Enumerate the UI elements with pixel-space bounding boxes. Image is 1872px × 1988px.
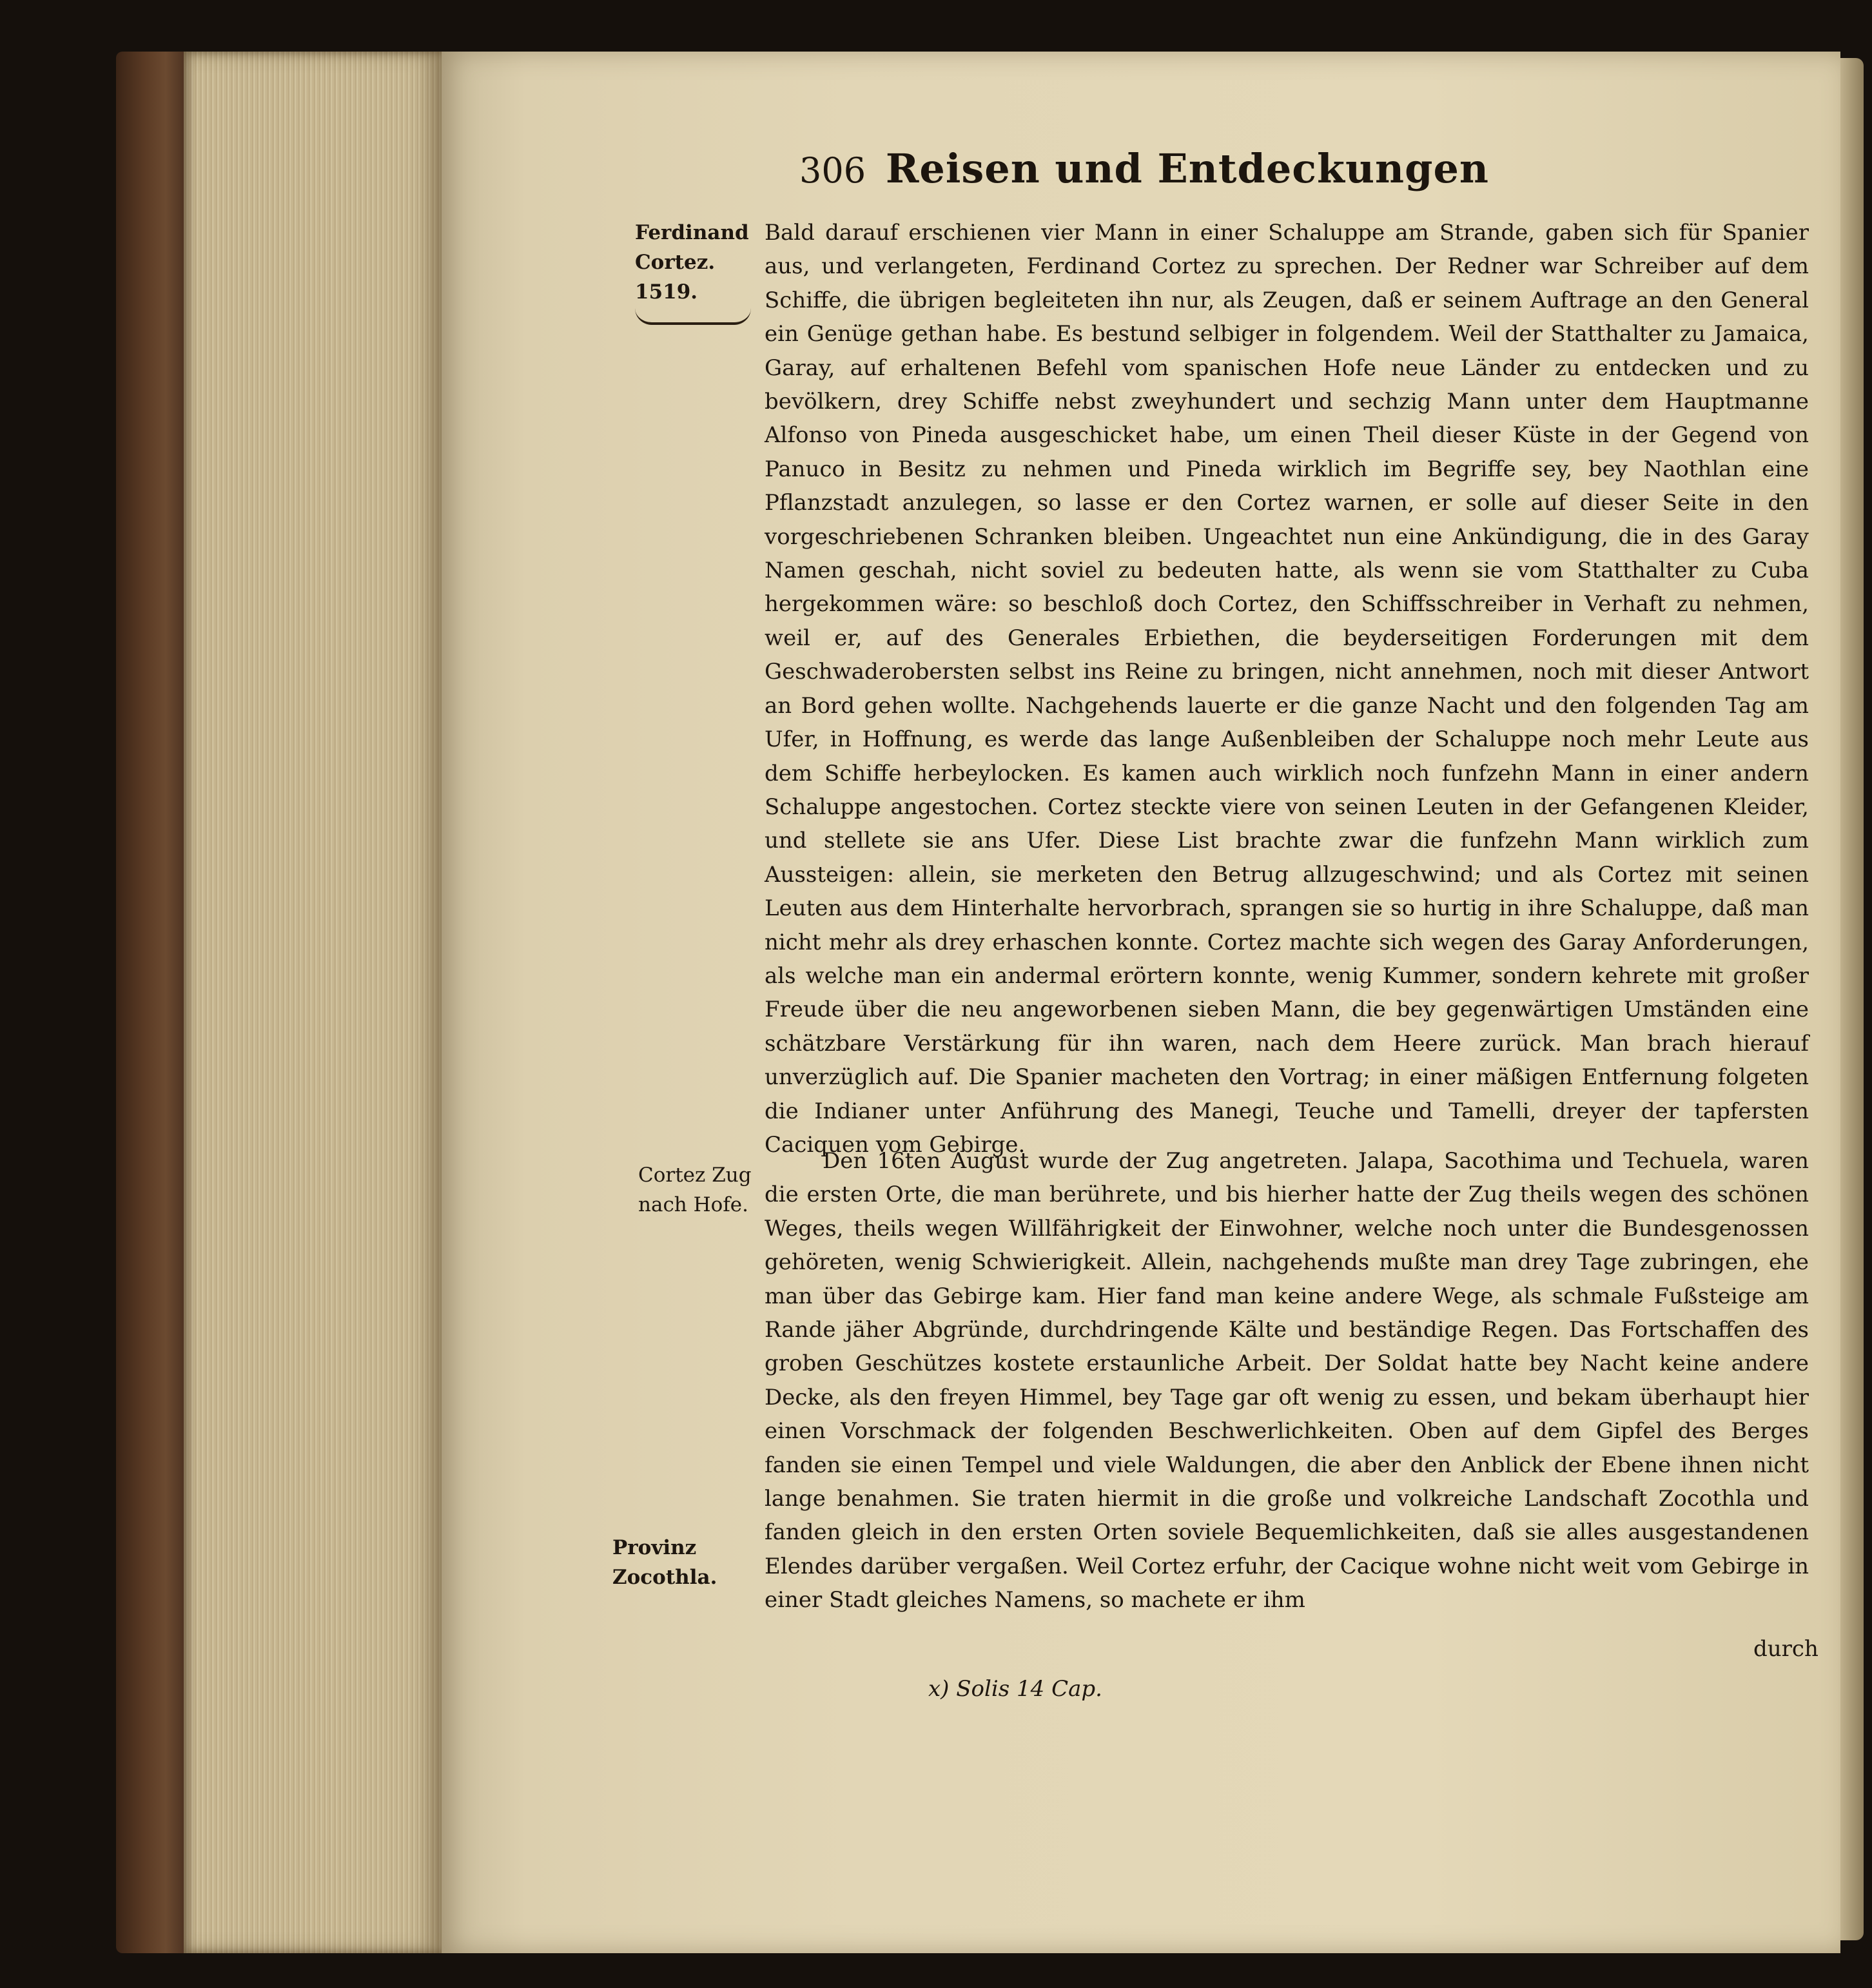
- paragraph: Den 16ten August wurde der Zug angetreten. Jalapa, Sacothima und Techuela, waren die ersten Orte, die man berührete, und bis hierher hatte der Zug theils wegen des schönen Weges, theils wegen Willfährigkeit der Einwohner, welche noch unter die Bundesgenossen gehöreten, wenig Schwierigkeit. Allein, nachgehends mußte man drey Tage zubringen, ehe man über das Gebirge kam. Hier fand man keine andere Wege, als schmale Fußsteige am Rande jäher Abgründe, durchdringende Kälte und beständige Regen. Das Fortschaffen des groben Geschützes kostete erstaunliche Arbeit. Der Soldat hatte bey Nacht keine andere Decke, als den freyen Himmel, bey Tage gar oft wenig zu essen, und bekam überhaupt hier einen Vorschmack der folgenden Beschwerlichkeiten. Oben auf dem Gipfel des Berges fanden sie einen Tempel und viele Waldungen, die aber den Anblick der Ebene ihnen nicht lange benahmen. Sie traten hiermit in die große und volkreiche Landschaft Zocothla und fanden gleich in den ersten Orten soviele Bequemlichkeiten, daß sie alles ausgestandenen Elendes darüber vergaßen. Weil Cortez erfuhr, der Cacique wohne nicht weit vom Gebirge in einer Stadt gleiches Namens, so machete er ihm: [765, 1148, 1809, 1613]
- margin-note-provinz-zocothla: Provinz Zocothla.: [612, 1536, 717, 1589]
- page-header: [799, 145, 1489, 197]
- margin-brace: [635, 308, 751, 325]
- running-title: Reisen und Entdeckungen: [885, 145, 1489, 192]
- footnote: x) Solis 14 Cap.: [928, 1676, 1102, 1702]
- margin-note-text: Ferdinand Cortez. 1519.: [635, 221, 749, 304]
- margin-note-cortez-zug: Cortez Zug nach Hofe.: [638, 1164, 752, 1216]
- main-text: [765, 216, 1809, 1615]
- catchword: durch: [1753, 1636, 1818, 1662]
- page-number: 306: [799, 150, 866, 191]
- leather-binding: [116, 52, 187, 1953]
- margin-note-ferdinand-cortez: [635, 218, 764, 325]
- page-edges: [184, 52, 442, 1953]
- paragraph: Bald darauf erschienen vier Mann in einer Schaluppe am Strande, gaben sich für Spanier aus, und verlangeten, Ferdinand Cortez zu sprechen. Der Redner war Schreiber auf dem Schiffe, die übrigen begleiteten ihn nur, als Zeugen, daß er seinem Auftrage an den General ein Genüge gethan habe. Es bestund selbiger in folgendem. Weil der Statthalter zu Jamaica, Garay, auf erhaltenen Befehl vom spanischen Hofe neue Länder zu entdecken und zu bevölkern, drey Schiffe nebst zweyhundert und sechzig Mann unter dem Hauptmanne Alfonso von Pineda ausgeschicket habe, um einen Theil dieser Küste in der Gegend von Panuco in Besitz zu nehmen und Pineda wirklich im Begriffe sey, bey Naothlan eine Pflanzstadt anzulegen, so lasse er den Cortez warnen, er solle auf dieser Seite in den vorgeschriebenen Schranken bleiben. Ungeachtet nun eine Ankündigung, die in des Garay Namen geschah, nicht soviel zu bedeuten hatte, als wenn sie vom Statthalter zu Cuba hergekommen wäre: so beschloß doch Cortez, den Schiffsschreiber in Verhaft zu nehmen, weil er, auf des Generales Erbiethen, die beyderseitigen Forderungen mit dem Geschwaderobersten selbst ins Reine zu bringen, nicht annehmen, noch mit dieser Antwort an Bord gehen wollte. Nachgehends lauerte er die ganze Nacht und den folgenden Tag am Ufer, in Hoffnung, es werde das lange Außenbleiben der Schaluppe noch mehr Leute aus dem Schiffe herbeylocken. Es kamen auch wirklich noch funfzehn Mann in einer andern Schaluppe angestochen. Cortez steckte viere von seinen Leuten in der Gefangenen Kleider, und stellete sie ans Ufer. Diese List brachte zwar die funfzehn Mann wirklich zum Aussteigen: allein, sie merketen den Betrug allzugeschwind; und als Cortez mit seinen Leuten aus dem Hinterhalte hervorbrach, sprangen sie so hurtig in ihre Schaluppe, daß man nicht mehr als drey erhaschen konnte. Cortez machte sich wegen des Garay Anforderungen, als welche man ein andermal erörtern konnte, wenig Kummer, sondern kehrete mit großer Freude über die neu angeworbenen sieben Mann, die bey gegenwärtigen Umständen eine schätzbare Verstärkung für ihn waren, nach dem Heere zurück. Man brach hierauf unverzüglich auf. Die Spanier macheten den Vortrag; in einer mäßigen Entfernung folgeten die Indianer unter Anführung des Manegi, Teuche und Tamelli, dreyer der tapfersten Caciquen vom Gebirge.: [765, 220, 1809, 1158]
- facing-page-edge: [1840, 58, 1864, 1940]
